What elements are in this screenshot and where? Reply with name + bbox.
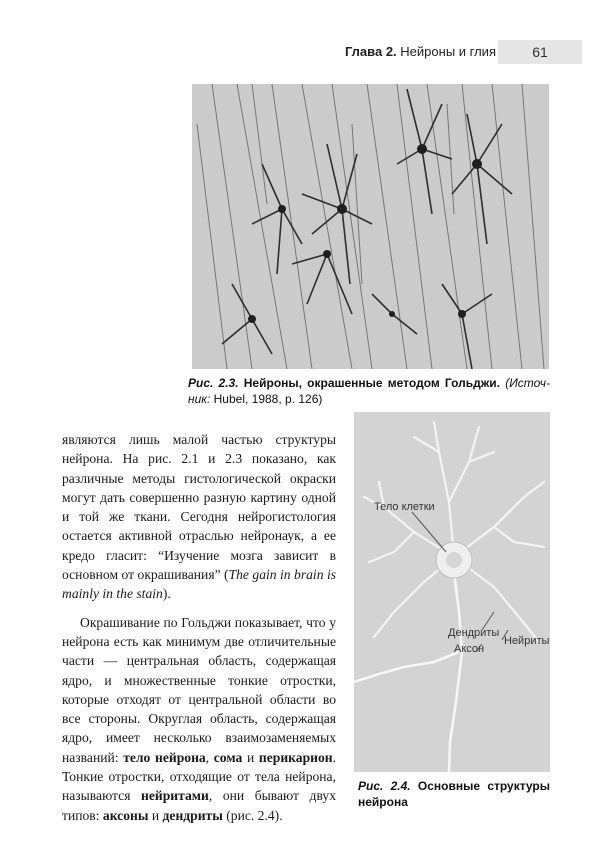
- label-cell-body: Тело клетки: [374, 501, 435, 513]
- label-neurites: Нейриты: [504, 635, 550, 647]
- label-axon: Аксон: [454, 643, 485, 655]
- neuron-structure-diagram: [354, 412, 550, 772]
- paragraph-2-text-b: . Тонкие отростки, отходящие от тела нейрона, называются: [62, 749, 337, 804]
- separator-3: и: [148, 807, 163, 823]
- chapter-number: Глава 2.: [344, 44, 397, 59]
- page-number: 61: [498, 40, 582, 64]
- body-text: [62, 430, 336, 825]
- neuron-drawing: [354, 412, 550, 772]
- term-neurites: нейритами: [141, 788, 209, 804]
- separator-1: ,: [205, 749, 214, 765]
- figure-2-3-title: Нейроны, окрашенные методом Гольджи.: [243, 376, 500, 390]
- running-header: [0, 40, 600, 66]
- english-quote: The gain in brain is mainly in the stain: [62, 567, 337, 602]
- paragraph-2-text-d: (рис. 2.4).: [222, 807, 283, 823]
- term-dendrites: дендриты: [162, 807, 223, 823]
- figure-2-4-title: Основные структуры нейрона: [358, 779, 550, 809]
- figure-2-3-caption: [188, 375, 550, 407]
- figure-2-4-label: Рис. 2.4.: [358, 779, 411, 793]
- chapter-name: Нейроны и глия: [400, 44, 496, 59]
- paragraph-1: [62, 430, 336, 604]
- paragraph-2-text-c: , они бывают двух типов:: [62, 788, 336, 823]
- golgi-stained-neurons-image: [192, 84, 549, 369]
- term-axons: аксоны: [102, 807, 149, 823]
- label-dendrites: Дендриты: [448, 627, 500, 639]
- paragraph-1-text: являются лишь малой частью структуры нейрона. На рис. 2.1 и 2.3 показано, как различные методы гистологической окраски могут дать совершенно разную картину одной и той же ткани. Сегодня нейрогистология остается активной отраслью нейронаук, а ее кредо гласит: “Изучение мозга зависит в основном от окрашивания” (: [62, 432, 336, 583]
- paragraph-2-text-a: Окрашивание по Гольджи показывает, что у нейрона есть как минимум две отличительные части — центральная область, содержащая ядро, и множественные тонкие отростки, которые отходят от центральной области во все стороны. Округлая область, содержащая ядро, имеет несколько взаимозаменяемых названий:: [62, 614, 336, 765]
- figure-2-3-source: Hubel, 1988, p. 126): [213, 392, 323, 406]
- term-soma: сома: [213, 749, 243, 765]
- paragraph-1-end: ).: [162, 586, 171, 602]
- figure-2-3-label: Рис. 2.3.: [188, 376, 239, 390]
- figure-2-3-source-label: (Источ-ник:: [188, 376, 550, 406]
- term-perikaryon: перикарион: [258, 749, 333, 765]
- term-neuron-body: тело нейрона: [123, 749, 206, 765]
- separator-2: и: [242, 749, 259, 765]
- paragraph-2: [62, 613, 336, 825]
- figure-2-4-caption: [358, 778, 550, 810]
- chapter-title: [345, 44, 496, 59]
- golgi-neurons-drawing: [192, 84, 549, 369]
